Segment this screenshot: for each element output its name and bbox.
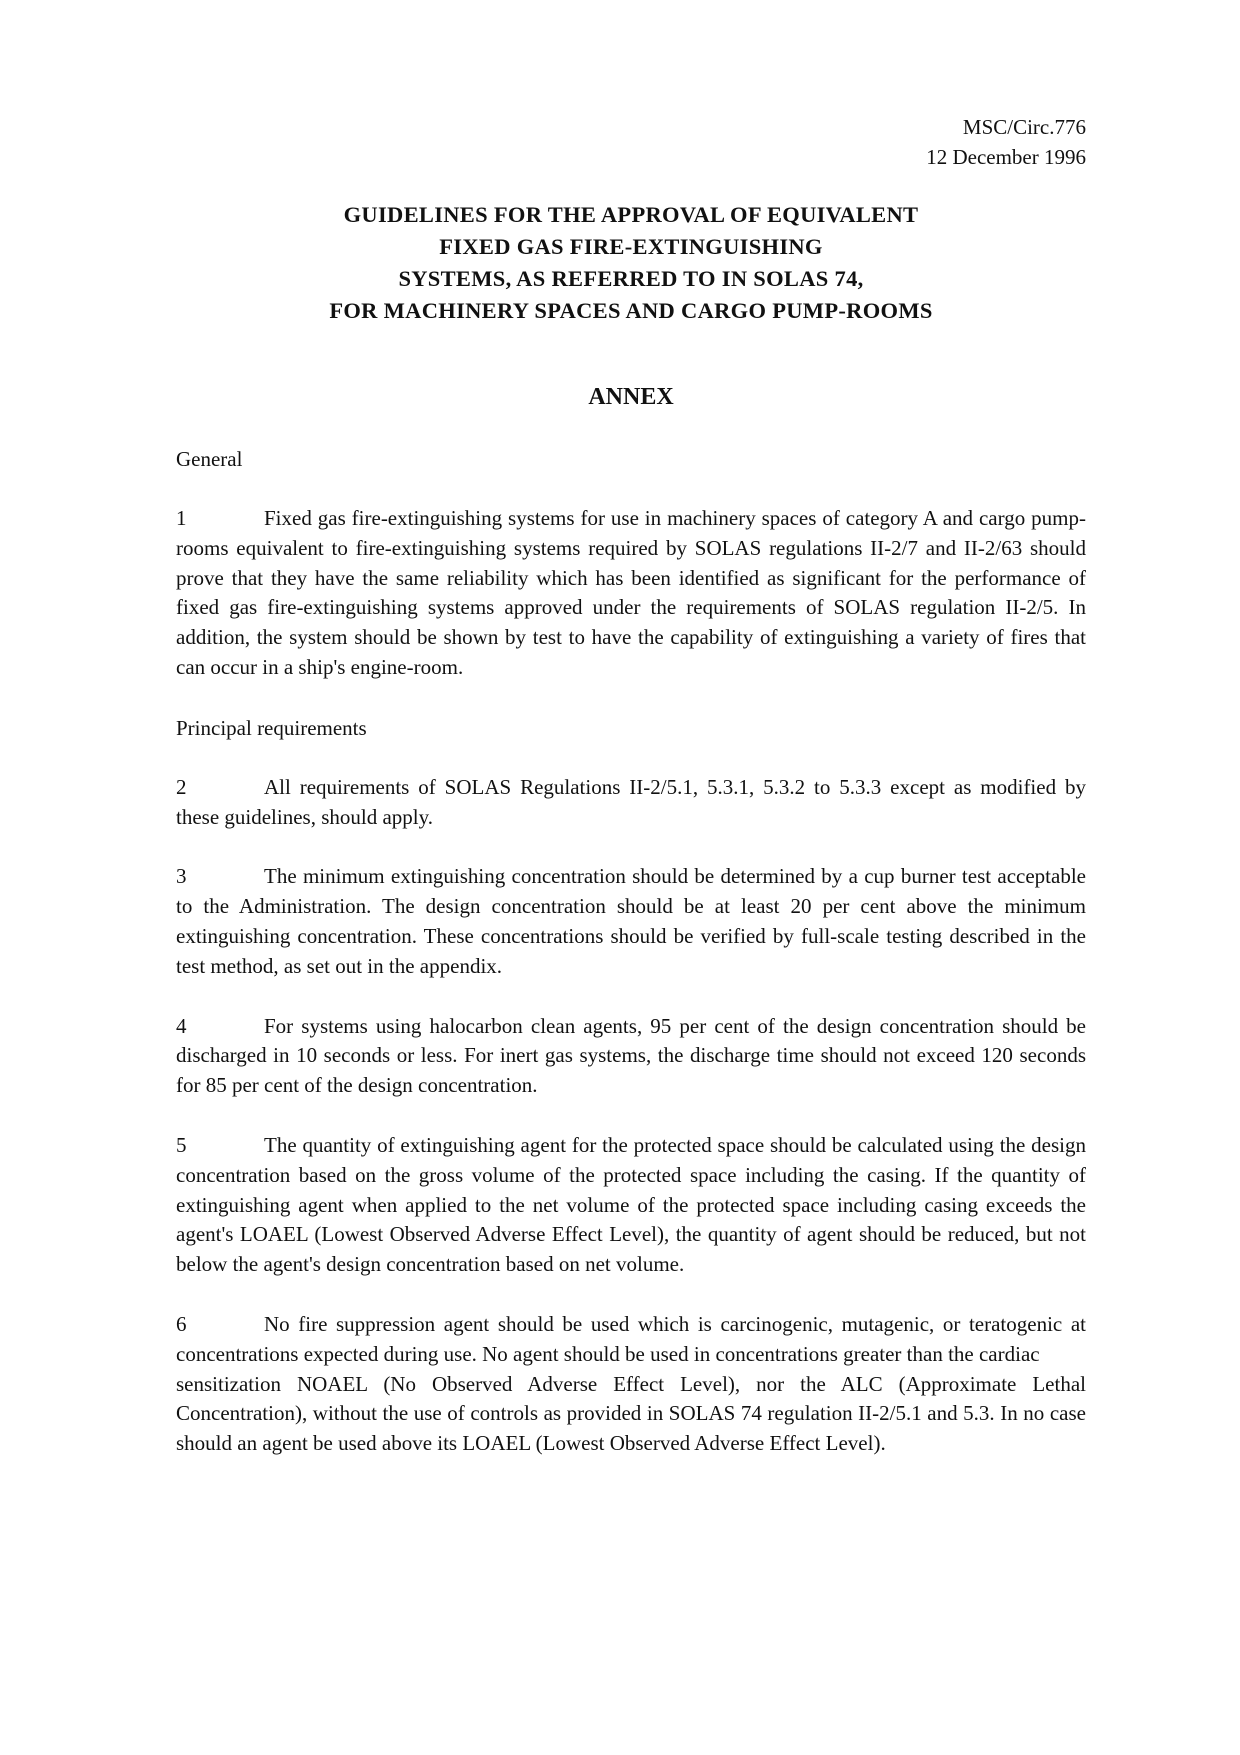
title-line-3: SYSTEMS, AS REFERRED TO IN SOLAS 74,: [398, 266, 864, 291]
paragraph-1: [176, 504, 1086, 683]
paragraph-number: 4: [176, 1013, 187, 1038]
circular-reference: MSC/Circ.776: [962, 115, 1086, 139]
document-page: [176, 112, 1086, 1459]
paragraph-2: [176, 773, 1086, 833]
paragraph-text: For systems using halocarbon clean agents, 95 per cent of the design concentration should be discharged in 10 seconds or less. For inert gas systems, the discharge time should not exceed 120 seconds for 85 per cent of the design concentration.: [176, 1013, 1086, 1098]
section-heading-general: General: [176, 447, 243, 471]
paragraph-number: 2: [176, 774, 187, 799]
paragraph-number: 3: [176, 864, 187, 889]
paragraph-6: [176, 1310, 1086, 1459]
paragraph-text: All requirements of SOLAS Regulations II-2/5.1, 5.3.1, 5.3.2 to 5.3.3 except as modified by these guidelines, should apply.: [176, 774, 1086, 829]
paragraph-number: 5: [176, 1132, 187, 1157]
paragraph-text: The quantity of extinguishing agent for the protected space should be calculated using the design concentration based on the gross volume of the protected space including the casing. If the quantity of extinguishing agent when applied to the net volume of the protected space including casing exceeds the agent's LOAEL (Lowest Observed Adverse Effect Level), the quantity of agent should be reduced, but not below the agent's design concentration based on net volume.: [176, 1132, 1086, 1277]
annex-heading: ANNEX: [588, 384, 674, 410]
document-header: [176, 112, 1086, 172]
paragraph-text: Fixed gas fire-extinguishing systems for use in machinery spaces of category A and cargo pump-rooms equivalent to fire-extinguishing systems required by SOLAS regulations II-2/7 and II-2/63 should prove that they have the same reliability which has been identified as significant for the performance of fixed gas fire-extinguishing systems approved under the requirements of SOLAS regulation II-2/5. In addition, the system should be shown by test to have the capability of extinguishing a variety of fires that can occur in a ship's engine-room.: [176, 506, 1086, 679]
paragraph-text-part-2: sensitization NOAEL (No Observed Adverse Effect Level), nor the ALC (Approximate Lethal Concentration), without the use of controls as provided in SOLAS 74 regulation II-2/5.1 and 5.3. In no case should an agent be used above its LOAEL (Lowest Observed Adverse Effect Level).: [176, 1371, 1086, 1456]
document-date: 12 December 1996: [926, 145, 1086, 169]
paragraph-number: 6: [176, 1311, 187, 1336]
paragraph-text-part-1: No fire suppression agent should be used which is carcinogenic, mutagenic, or teratogenic at concentrations expected during use. No agent should be used in concentrations greater than the cardiac: [176, 1311, 1086, 1366]
paragraph-5: [176, 1131, 1086, 1280]
section-heading-principal-requirements: Principal requirements: [176, 715, 367, 740]
paragraph-3: [176, 862, 1086, 981]
title-line-1: GUIDELINES FOR THE APPROVAL OF EQUIVALENT: [343, 202, 919, 227]
paragraph-text: The minimum extinguishing concentration should be determined by a cup burner test acceptable to the Administration. The design concentration should be at least 20 per cent above the minimum extinguishing concentration. These concentrations should be verified by full-scale testing described in the test method, as set out in the appendix.: [176, 864, 1086, 978]
paragraph-number: 1: [176, 506, 187, 530]
title-line-2: FIXED GAS FIRE-EXTINGUISHING: [439, 234, 823, 259]
title-line-4: FOR MACHINERY SPACES AND CARGO PUMP-ROOMS: [329, 298, 933, 323]
paragraph-4: [176, 1012, 1086, 1101]
document-title: [176, 199, 1086, 327]
